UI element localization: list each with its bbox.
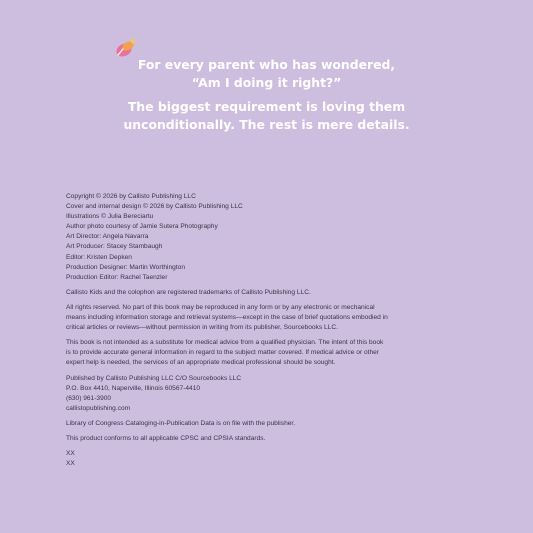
- cpsc-line: This product conforms to all applicable CPSC and CPSIA standards.: [66, 434, 266, 442]
- credit-line: Author photo courtesy of Jamie Sutera Photography: [66, 223, 218, 231]
- rights-line: All rights reserved. No part of this book may be reproduced in any form or by any electronic or mechanical: [66, 303, 375, 311]
- dedication-line-3: The biggest requirement is loving them: [127, 99, 406, 114]
- rights-notice: [66, 303, 466, 333]
- publisher-website: callistopublishing.com: [66, 404, 131, 412]
- publisher-address: P.O. Box 4410, Naperville, Illinois 60567-4410: [66, 384, 201, 392]
- credit-line: Cover and internal design © 2026 by Callisto Publishing LLC: [66, 203, 243, 211]
- printing-code: XX: [66, 460, 75, 468]
- credits-block: [66, 192, 466, 283]
- publisher-phone: (630) 961-3900: [66, 394, 112, 402]
- trademark-line: Callisto Kids and the colophon are registered trademarks of Callisto Publishing LLC.: [66, 288, 311, 296]
- dedication-line-1: For every parent who has wondered,: [137, 57, 396, 72]
- printing-codes: [66, 449, 466, 469]
- medical-line: is to provide accurate general information in regard to the subject matter covered. If medical advice or other: [66, 349, 379, 357]
- rights-line: means including information storage and retrieval systems—except in the case of brief quotations embodied in: [66, 314, 388, 322]
- credit-line: Production Editor: Rachel Taenzler: [66, 273, 168, 281]
- printing-code: XX: [66, 450, 75, 458]
- medical-line: This book is not intended as a substitute for medical advice from a qualified physician. The intent of this book: [66, 339, 384, 347]
- credit-line: Copyright © 2026 by Callisto Publishing LLC: [66, 193, 196, 200]
- cip-notice: [66, 419, 466, 429]
- medical-line: expert help is needed, the services of an appropriate medical professional should be sought.: [66, 359, 336, 367]
- publisher-info: [66, 374, 466, 414]
- medical-disclaimer: [66, 338, 466, 368]
- dedication-line-2: “Am I doing it right?”: [191, 75, 342, 90]
- cpsc-notice: [66, 434, 466, 444]
- credit-line: Art Producer: Stacey Stambaugh: [66, 243, 163, 251]
- credit-line: Art Director: Angela Navarra: [66, 233, 149, 241]
- dedication-first: [0, 56, 533, 92]
- cip-line: Library of Congress Cataloging-in-Publication Data is on file with the publisher.: [66, 419, 296, 427]
- credit-line: Production Designer: Martin Worthington: [66, 263, 185, 271]
- rights-line: critical articles or reviews—without permission in writing from its publisher, Sourcebooks LLC.: [66, 324, 338, 332]
- dedication-second: [0, 98, 533, 134]
- credit-line: Editor: Kristen Depken: [66, 253, 132, 261]
- publisher-name: Published by Callisto Publishing LLC C/O Sourcebooks LLC: [66, 374, 242, 382]
- credit-line: Illustrations © Julia Bereciartu: [66, 213, 154, 221]
- copyright-legal-block: [66, 192, 466, 474]
- dedication-line-4: unconditionally. The rest is mere details.: [123, 117, 410, 132]
- trademark-notice: [66, 288, 466, 298]
